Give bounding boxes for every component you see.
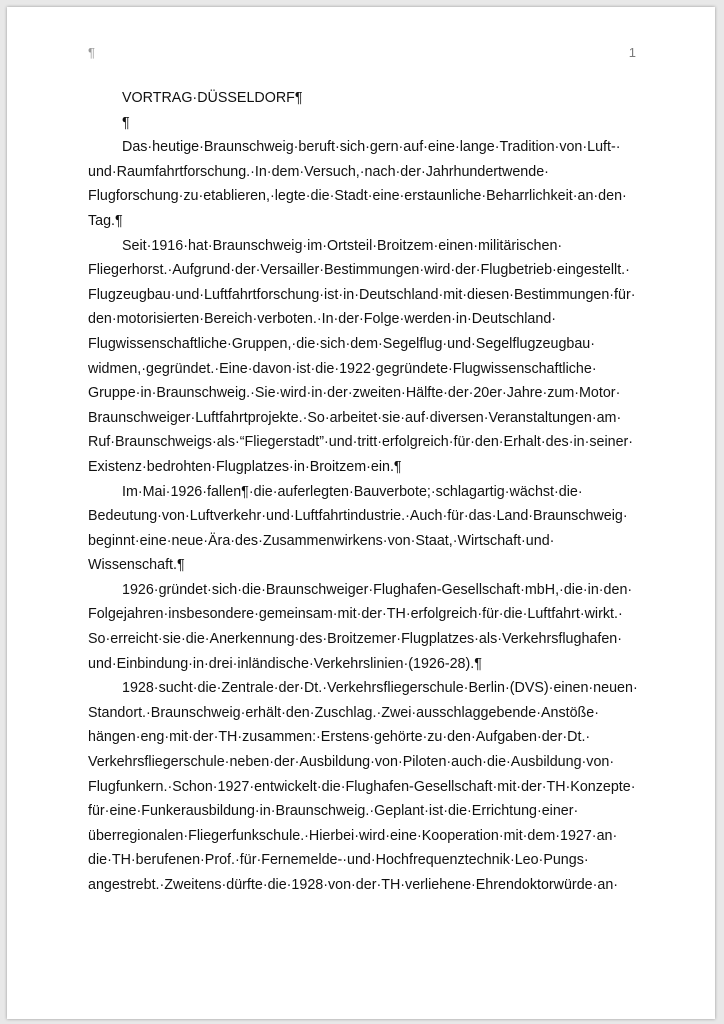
text-line: die·TH·berufenen·Prof.·für·Fernemelde-·und·Hochfrequenztechnik·Leo·Pungs·: [88, 852, 589, 869]
text-line: 1926·gründet·sich·die·Braunschweiger·Flughafen-Gesellschaft·mbH,·die·in·den·: [122, 581, 633, 598]
text-line: Flugwissenschaftliche·Gruppen,·die·sich·dem·Segelflug·und·Segelflugzeugbau·: [88, 335, 596, 352]
text-line: Tag.¶: [88, 212, 123, 229]
document-body[interactable]: [88, 86, 639, 898]
text-line: Bedeutung·von·Luftverkehr·und·Luftfahrtindustrie.·Auch·für·das·Land·Braunschweig·: [88, 508, 628, 525]
text-line: Folgejahren·insbesondere·gemeinsam·mit·der·TH·erfolgreich·für·die·Luftfahrt·wirkt.·: [88, 606, 623, 623]
text-line: angestrebt.·Zweitens·dürfte·die·1928·von·der·TH·verliehene·Ehrendoktorwürde·an·: [88, 877, 619, 893]
document-page[interactable]: [7, 7, 715, 1019]
text-line: Das·heutige·Braunschweig·beruft·sich·gern·auf·eine·lange·Tradition·von·Luft-·: [122, 139, 621, 156]
text-line: Existenz·bedrohten·Flugplatzes·in·Broitzem·ein.¶: [88, 458, 402, 475]
text-line: widmen,·gegründet.·Eine·davon·ist·die·1922·gegründete·Flugwissenschaftliche·: [88, 360, 597, 377]
text-line: So·erreicht·sie·die·Anerkennung·des·Broitzemer·Flugplatzes·als·Verkehrsflughafen·: [88, 631, 622, 648]
text-line: für·eine·Funkerausbildung·in·Braunschweig.·Geplant·ist·die·Errichtung·einer·: [88, 803, 579, 820]
text-line: Verkehrsfliegerschule·neben·der·Ausbildung·von·Piloten·auch·die·Ausbildung·von·: [88, 754, 615, 771]
text-line: Seit·1916·hat·Braunschweig·im·Ortsteil·Broitzem·einen·militärischen·: [122, 237, 563, 254]
text-line: den·motorisierten·Bereich·verboten.·In·der·Folge·werden·in·Deutschland·: [88, 311, 557, 328]
text-line: Gruppe·in·Braunschweig.·Sie·wird·in·der·zweiten·Hälfte·der·20er·Jahre·zum·Motor·: [88, 385, 621, 402]
text-line: Flugforschung·zu·etablieren,·legte·die·Stadt·eine·erstaunliche·Beharrlichkeit·an·den·: [88, 188, 627, 205]
text-line: Ruf·Braunschweigs·als·“Fliegerstadt”·und·tritt·erfolgreich·für·den·Erhalt·des·in·seiner·: [88, 434, 634, 451]
text-line: und·Einbindung·in·drei·inländische·Verkehrslinien·(1926-28).¶: [88, 655, 482, 672]
text-line: Im·Mai·1926·fallen¶·die·auferlegten·Bauverbote;·schlagartig·wächst·die·: [122, 483, 583, 500]
text-line: 1928·sucht·die·Zentrale·der·Dt.·Verkehrsfliegerschule·Berlin·(DVS)·einen·neuen·: [122, 680, 638, 697]
text-line: Standort.·Braunschweig·erhält·den·Zuschlag.·Zwei·ausschlaggebende·Anstöße·: [88, 704, 599, 721]
text-line: beginnt·eine·neue·Ära·des·Zusammenwirkens·von·Staat,·Wirtschaft·und·: [88, 532, 555, 549]
text-line: Wissenschaft.¶: [88, 557, 185, 574]
page-number: 1: [628, 45, 636, 60]
text-line: ¶: [122, 114, 130, 131]
text-line: Fliegerhorst.·Aufgrund·der·Versailler·Bestimmungen·wird·der·Flugbetrieb·eingestellt.·: [88, 262, 630, 279]
text-line: hängen·eng·mit·der·TH·zusammen:·Erstens·gehörte·zu·den·Aufgaben·der·Dt.·: [88, 729, 591, 746]
header-paragraph-mark: ¶: [88, 45, 95, 60]
text-line: Braunschweiger·Luftfahrtprojekte.·So·arbeitet·sie·auf·diversen·Veranstaltungen·am·: [88, 409, 622, 426]
document-title: VORTRAG·DÜSSELDORF¶: [122, 90, 303, 106]
text-line: und·Raumfahrtforschung.·In·dem·Versuch,·nach·der·Jahrhundertwende·: [88, 163, 549, 180]
text-line: Flugzeugbau·und·Luftfahrtforschung·ist·in·Deutschland·mit·diesen·Bestimmungen·für·: [88, 286, 636, 303]
text-line: Flugfunkern.·Schon·1927·entwickelt·die·Flughafen-Gesellschaft·mit·der·TH·Konzepte·: [88, 778, 636, 795]
text-line: überregionalen·Fliegerfunkschule.·Hierbei·wird·eine·Kooperation·mit·dem·1927·an·: [88, 827, 618, 844]
